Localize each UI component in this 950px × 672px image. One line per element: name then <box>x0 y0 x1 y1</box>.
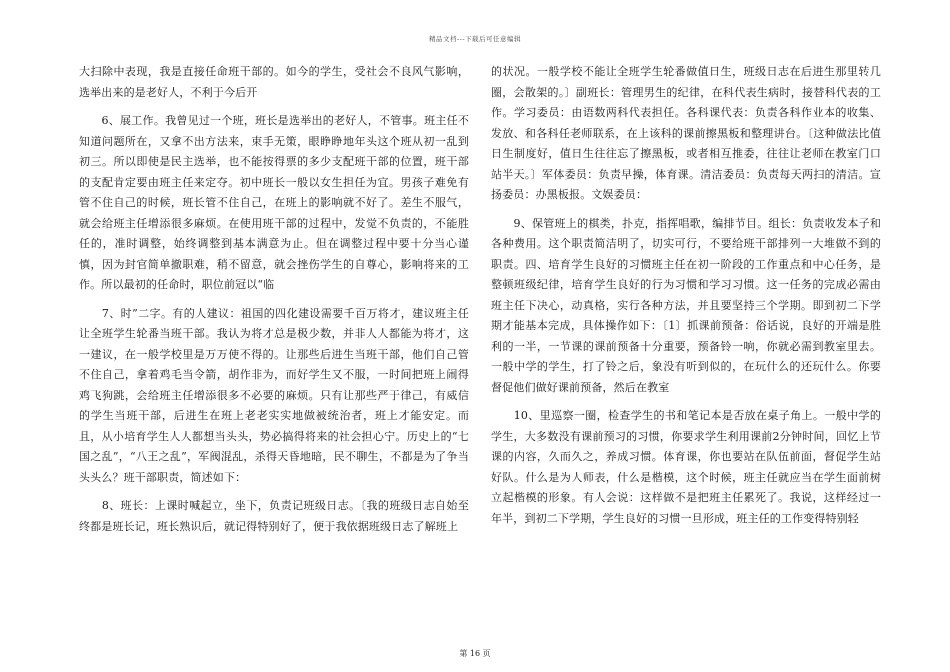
paragraph: 大扫除中表现，我是直接任命班干部的。如今的学生，受社会不良风气影响，选举出来的是老好人，不利于今后开 <box>79 65 469 99</box>
page-header: 精品文档---下载后可任意编辑 <box>428 35 522 43</box>
paragraph: 7、时”二字。有的人建议：祖国的四化建设需要千百万将才，建议班主任让全班学生轮番当班干部。我认为将才总是极少数，并非人人都能为将才，这一建议，在一般学校里是万万使不得的。让那些后进生当班干部，他们自己管不住自己，拿着鸡毛当令箭，胡作非为，而好学生又不服，一时间把班上闹得鸡飞狗跳，会给班主任增添很多不必要的麻烦。只有让那些严于律己，有威信的学生当班干部，后进生在班上老老实实地做被统治者，班上才能安定。而且，从小培育学生人人都想当头头，势必搞得将来的社会担心宁。历史上的“七国之乱”，“八王之乱”，军阀混乱，杀得天昏地暗，民不聊生，不都是为了争当头头么？班干部职责，简述如下： <box>79 306 469 484</box>
paragraph: 9、保管班上的棋类，扑克，指挥唱歌，编排节目。组长：负责收发本子和各种费用。这个职责简洁明了，切实可行，不要给班干部排列一大堆做不到的职责。四、培育学生良好的习惯班主任在初一阶段的工作重点和中心任务，是整顿班级纪律，培育学生良好的行为习惯和学习习惯。这一任务的完成必需由班主任下决心，动真格，实行各种方法，并且要坚持三个学期。即到初二下学期才能基本完成，具体操作如下：〔1〕抓课前预备：俗话说，良好的开端是胜利的一半，一节课的课前预备十分重要，预备铃一响，你就必需到教室里去。一般中学的学生，打了铃之后，象没有听到似的，在玩什么的还玩什么。你要督促他们做好课前预备，然后在教室 <box>491 216 881 394</box>
left-column <box>79 62 469 537</box>
paragraph: 8、班长：上课时喊起立，坐下，负责记班级日志。〔我的班级日志自始至终都是班长记，班长熟识后，就记得特别好了，便于我依据班级日志了解班上 <box>79 499 469 533</box>
paragraph: 的状况。一般学校不能让全班学生轮番做值日生，班级日志在后进生那里转几圈，会散架的。〕副班长：管理男生的纪律，在科代表生病时，接替科代表的工作。学习委员：由语数两科代表担任。各科课代表：负责各科作业本的收集、发放、和各科任老师联系，在上该科的课前擦黑板和整理讲台。〔这种做法比值日生制度好，值日生往往忘了擦黑板，或者相互推委，往往让老师在教室门口站半天。〕军体委员：负责早操，体育课。清洁委员：负责每天两扫的清洁。宣扬委员：办黑板报。文娱委员： <box>491 65 881 201</box>
paragraph: 6、展工作。我曾见过一个班，班长是选举出的老好人，不管事。班主任不知道问题所在，又拿不出方法来，束手无策，眼睁睁地年头这个班从初一乱到初三。所以即使是民主选举，也不能按得票的多少支配班干部的位置，班干部的支配肯定要由班主任来定夺。初中班长一般以女生担任为宜。男孩子难免有管不住自己的时候，班长管不住自己，在班上的影响就不好了。差生不服气，就会给班主任增添很多麻烦。在使用班干部的过程中，发觉不负责的，不能胜任的，准时调整，始终调整到基本满意为止。但在调整过程中要十分当心谨慎，因为封官简单撤职难，稍不留意，就会挫伤学生的自尊心，影响将来的工作。所以最初的任命时，职位前冠以“临 <box>79 114 469 291</box>
paragraph: 10、里巡察一圈，检查学生的书和笔记本是否放在桌子角上。一般中学的学生，大多数没有课前预习的习惯，你要求学生利用课前2分钟时间，回忆上节课的内容，久而久之，养成习惯。体育课，你也要站在队伍前面，督促学生站好队。什么是为人师表，什么是楷模，这个时候，班主任就应当在学生面前树立起楷模的形象。有人会说：这样做不是把班主任累死了。我说，这样经过一年半，到初二下学期，学生良好的习惯一旦形成，班主任的工作变得特别轻 <box>491 409 881 525</box>
page-number: 第 16 页 <box>459 649 491 658</box>
right-column <box>491 62 881 529</box>
